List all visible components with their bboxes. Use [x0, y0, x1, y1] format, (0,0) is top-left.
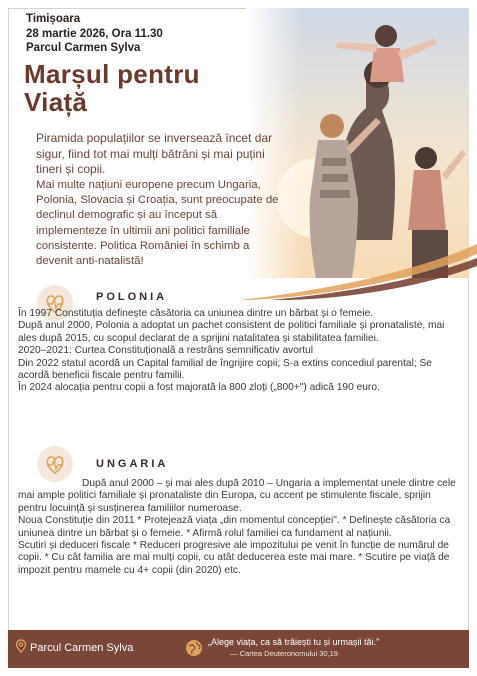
ungaria-line: După anul 2000 – și mai ales după 2010 – Ungaria a implementat unele dintre cele mai ample politici familiale și pronataliste din Europa, cu accent pe stimulente fiscale, sprijin pentru locuință și susținerea familiilor numeroase.	[18, 478, 456, 514]
intro-paragraph-1: Piramida populațiilor se inversează încet dar sigur, fiind tot mai mulți bătrâni și mai puțini tineri și copii.	[36, 131, 273, 177]
polonia-line: În 1997 Constituția definește căsătoria ca uniunea dintre un bărbat și o femeie.	[18, 308, 374, 319]
footer-citation: — Cartea Deuteronomului 30,19	[230, 649, 338, 658]
footer-bar	[8, 630, 469, 668]
polonia-line: În 2024 alocația pentru copii a fost majorată la 800 zloți („800+") adică 190 euro.	[18, 382, 380, 394]
event-info	[26, 12, 163, 56]
title-line-2: Viață	[24, 87, 88, 117]
event-city: Timișoara	[26, 13, 81, 25]
polonia-line: 2020–2021: Curtea Constituțională a restrâns semnificativ avortul	[18, 345, 314, 357]
footer-location: Parcul Carmen Sylva	[30, 642, 134, 654]
section-heading-ungaria: UNGARIA	[96, 458, 169, 470]
section-heading-polonia: POLONIA	[96, 291, 168, 303]
title-line-1: Marșul pentru	[24, 59, 200, 89]
intro-paragraph-2: Mai multe națiuni europene precum Ungaria, Polonia, Slovacia și Croația, sunt preocupate de declinul demografic și au început să implementeze în ultimii ani politici familiale consistente. Politica României în schimb a devenit anti-natalistă!	[36, 178, 279, 268]
ungaria-line: Noua Constituție din 2011 * Protejează viața „din momentul concepției". * Definește căsătoria ca uniunea dintre un bărbat și o femeie. * Afirmă rolul familiei ca fundament al națiunii.	[18, 515, 451, 539]
polonia-line: Din 2022 statul acordă un Capital familial de îngrijire copii; S-a extins concediul parental; Se acordă beneficii fiscale pentru familii.	[18, 357, 432, 382]
page-title	[24, 60, 200, 116]
ungaria-text	[18, 478, 458, 577]
location-pin-icon	[14, 639, 28, 653]
event-venue: Parcul Carmen Sylva	[26, 42, 141, 54]
event-datetime: 28 martie 2026, Ora 11.30	[26, 27, 163, 40]
ungaria-line: Scutiri și deduceri fiscale * Reduceri progresive ale impozitului pe venit în funcție de numărul de copii. * Cu cât familia are mai mulți copii, cu atât deducerea este mai mare. * Scutire pe viață de impozit pentru mamele cu 4+ copii (din 2020) etc.	[18, 540, 450, 576]
globe-icon	[185, 639, 203, 657]
polonia-line: După anul 2000, Polonia a adoptat un pachet consistent de politici familiale și pronataliste, mai ales după 2015, cu scopul declarat de a sprijini natalitatea și stabilitatea familiei.	[18, 320, 445, 344]
polonia-text	[18, 308, 458, 395]
footer-quote: „Alege viața, ca să trăiești tu și urmașii tăi."	[208, 637, 380, 647]
heart-pulse-icon	[37, 446, 73, 482]
